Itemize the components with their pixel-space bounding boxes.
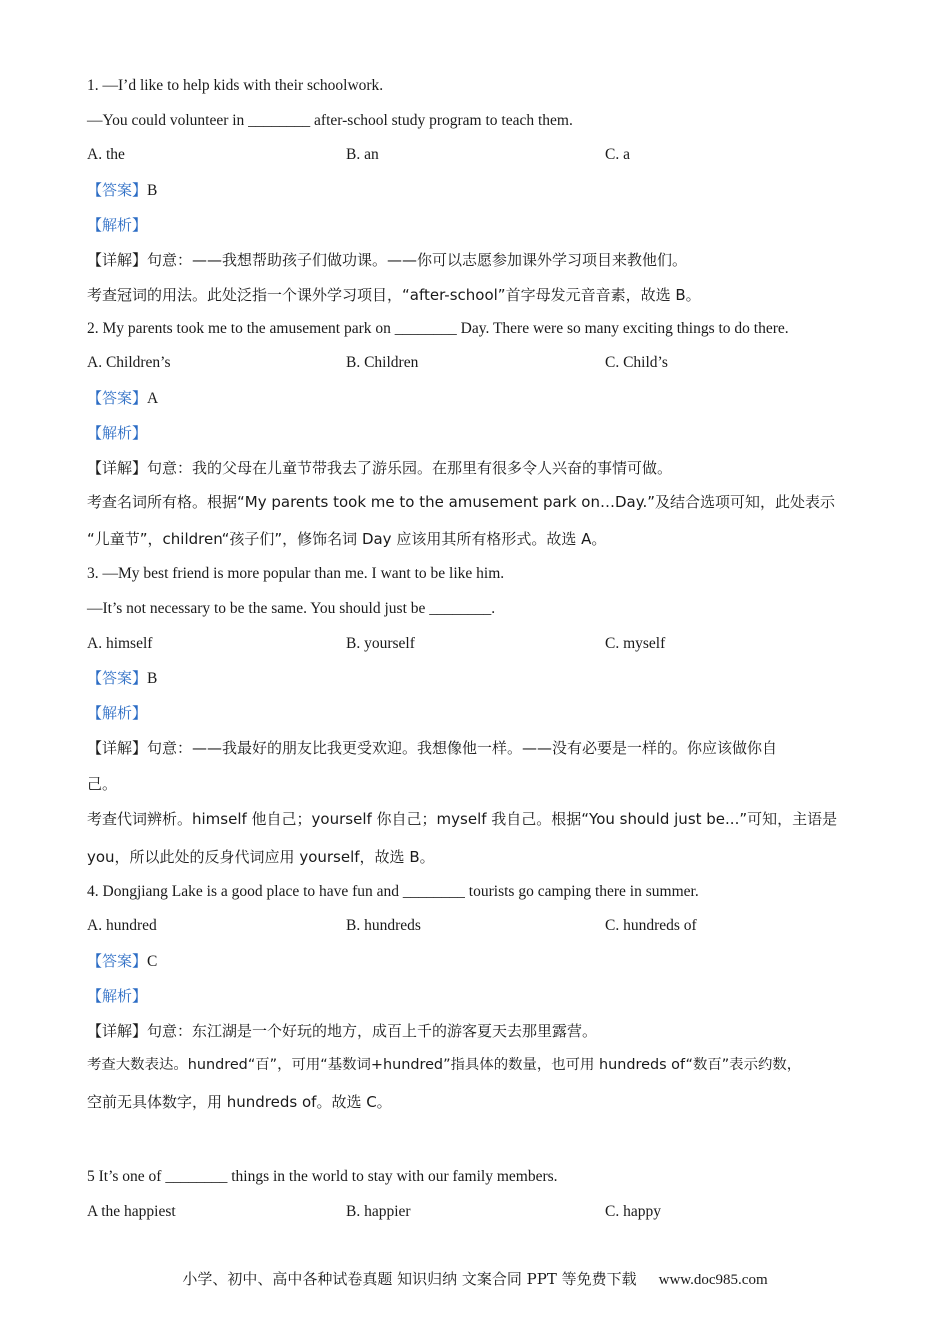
q5-option-c: C. happy [605, 1203, 661, 1220]
detail-text: 句意：我的父母在儿童节带我去了游乐园。在那里有很多令人兴奋的事情可做。 [147, 459, 673, 477]
q2-stem-line-1: 2. My parents took me to the amusement park on ________ Day. There were so many exciting things to do there. [87, 320, 789, 337]
q1-stem-line-2: —You could volunteer in ________ after-school study program to teach them. [87, 112, 573, 129]
answer-value: B [147, 182, 158, 199]
q4-option-c: C. hundreds of [605, 917, 697, 934]
q3-option-b: B. yourself [346, 635, 415, 652]
q2-explain-line-1: 考查名词所有格。根据“My parents took me to the amusement park on…Day.”及结合选项可知，此处表示 [87, 493, 836, 511]
page-footer [0, 1269, 950, 1290]
q3-detail-line-2: 己。 [87, 775, 118, 793]
q4-explain-line-2: 空前无具体数字，用 hundreds of。故选 C。 [87, 1093, 392, 1111]
answer-value: A [147, 390, 159, 407]
q3-option-c: C. myself [605, 635, 666, 652]
detail-text: 句意：东江湖是一个好玩的地方，成百上千的游客夏天去那里露营。 [147, 1022, 598, 1040]
q3-analysis-tag: 【解析】 [87, 704, 148, 722]
q5-option-b: B. happier [346, 1203, 411, 1220]
q4-answer [87, 951, 157, 972]
answer-value: C [147, 953, 158, 970]
answer-tag: 【答案】 [87, 669, 148, 687]
q1-analysis-tag: 【解析】 [87, 216, 148, 234]
q4-option-a: A. hundred [87, 917, 157, 934]
footer-text: 小学、初中、高中各种试卷真题 知识归纳 文案合同 PPT 等免费下载 [182, 1270, 637, 1288]
q3-answer [87, 668, 157, 689]
q1-explain-line-1: 考查冠词的用法。此处泛指一个课外学习项目，“after-school”首字母发元音音素，故选 B。 [87, 286, 701, 304]
answer-value: B [147, 670, 158, 687]
detail-text: 句意：——我想帮助孩子们做功课。——你可以志愿参加课外学习项目来教他们。 [147, 251, 688, 269]
detail-tag: 【详解】 [87, 251, 148, 269]
answer-tag: 【答案】 [87, 181, 148, 199]
q3-explain-line-1: 考查代词辨析。himself 他自己；yourself 你自己；myself 我自己。根据“You should just be...”可知，主语是 [87, 810, 838, 828]
q2-detail [87, 458, 672, 478]
answer-tag: 【答案】 [87, 389, 148, 407]
q5-stem-line-1: 5 It’s one of ________ things in the world to stay with our family members. [87, 1168, 558, 1185]
q1-detail [87, 250, 687, 270]
q1-option-a: A. the [87, 146, 125, 163]
q3-detail [87, 738, 777, 758]
q4-detail [87, 1021, 597, 1041]
q2-explain-line-2: “儿童节”，children“孩子们”，修饰名词 Day 应该用其所有格形式。故选 A。 [87, 530, 607, 548]
q3-stem-line-1: 3. —My best friend is more popular than me. I want to be like him. [87, 565, 505, 582]
q3-stem-line-2: —It’s not necessary to be the same. You should just be ________. [87, 600, 496, 617]
q3-explain-line-2: you，所以此处的反身代词应用 yourself，故选 B。 [87, 848, 435, 866]
q2-option-b: B. Children [346, 354, 419, 371]
q4-explain-line-1: 考查大数表达。hundred“百”，可用“基数词+hundred”指具体的数量，也可用 hundreds of“数百”表示约数， [87, 1057, 802, 1073]
q1-option-b: B. an [346, 146, 379, 163]
detail-tag: 【详解】 [87, 459, 148, 477]
q3-option-a: A. himself [87, 635, 153, 652]
q1-stem-line-1: 1. —I’d like to help kids with their schoolwork. [87, 77, 384, 94]
q1-answer [87, 180, 157, 201]
answer-tag: 【答案】 [87, 952, 148, 970]
q2-option-a: A. Children’s [87, 354, 171, 371]
q4-analysis-tag: 【解析】 [87, 987, 148, 1005]
q2-option-c: C. Child’s [605, 354, 668, 371]
detail-tag: 【详解】 [87, 739, 148, 757]
q5-option-a: A the happiest [87, 1203, 176, 1220]
detail-text: 句意：——我最好的朋友比我更受欢迎。我想像他一样。——没有必要是一样的。你应该做你自 [147, 739, 778, 757]
q4-stem-line-1: 4. Dongjiang Lake is a good place to have fun and ________ tourists go camping there in summer. [87, 883, 699, 900]
q2-analysis-tag: 【解析】 [87, 424, 148, 442]
q1-option-c: C. a [605, 146, 630, 163]
detail-tag: 【详解】 [87, 1022, 148, 1040]
q2-answer [87, 388, 158, 409]
footer-url[interactable]: www.doc985.com [658, 1272, 768, 1288]
q4-option-b: B. hundreds [346, 917, 421, 934]
